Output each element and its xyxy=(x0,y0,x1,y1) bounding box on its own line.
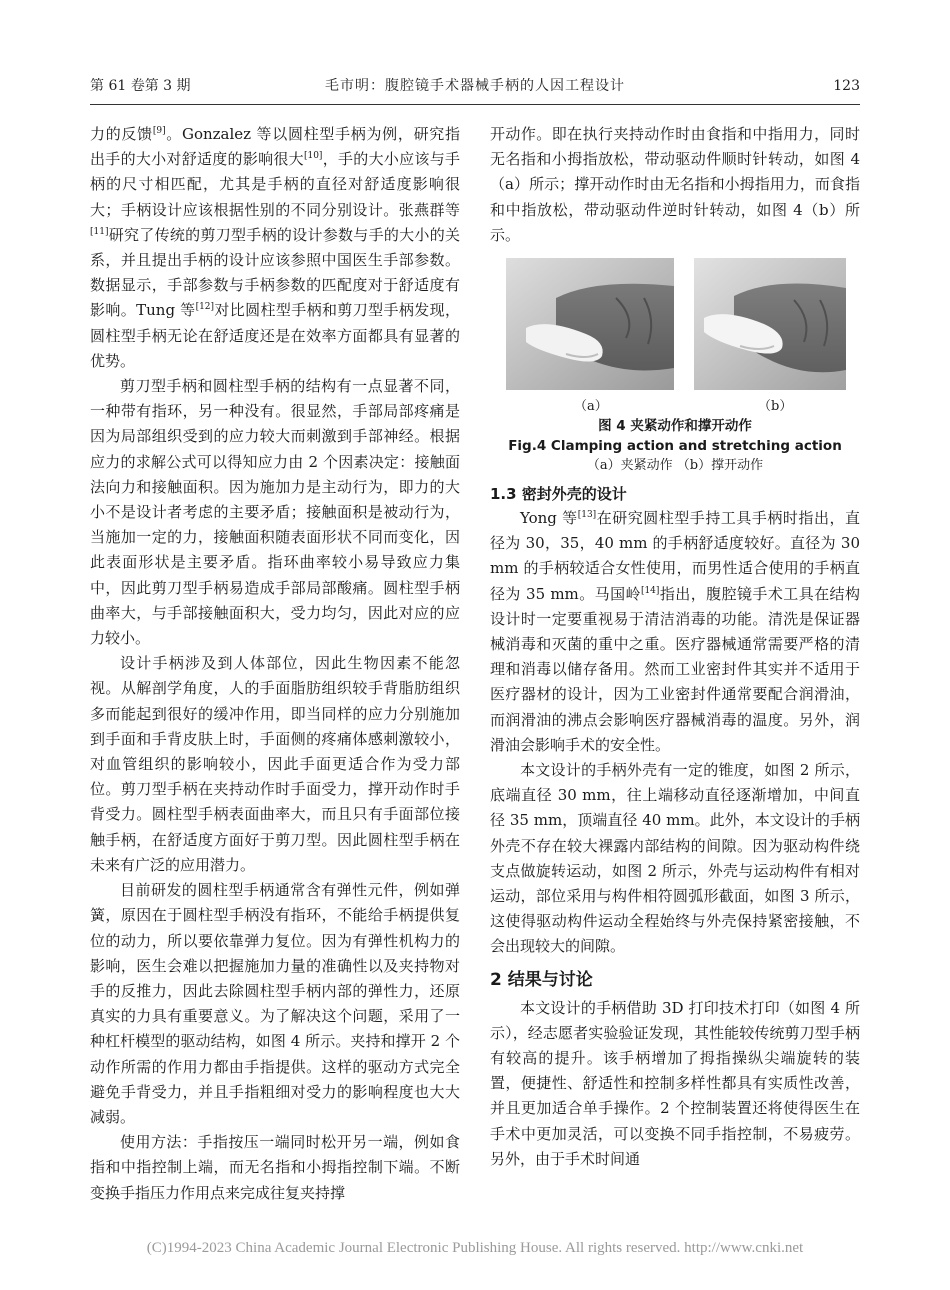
clamping-photo xyxy=(506,258,674,390)
citation: [11] xyxy=(90,226,109,237)
running-header xyxy=(90,76,860,102)
stretching-photo xyxy=(694,258,846,390)
paragraph: 本文设计的手柄借助 3D 打印技术打印（如图 4 所示），经志愿者实验验证发现，其性能较传统剪刀型手柄有较高的提升。该手柄增加了拇指操纵尖端旋转的装置，便捷性、舒适性和控制多样性都具有实质性改善，并且更加适合单手操作。2 个控制装置还将使得医生在手术中更加灵活，可以变换不同手指控制，不易疲劳。另外，由于手术时间通 xyxy=(490,998,860,1168)
paragraph: 设计手柄涉及到人体部位，因此生物因素不能忽视。从解剖学角度，人的手面脂肪组织较手背脂肪组织多而能起到很好的缓冲作用，即当同样的应力分别施加到手面和手背皮肤上时，手面侧的疼痛体感刺激较小，对血管组织的影响较小，因此手面更适合作为受力部位。剪刀型手柄在夹持动作时手面受力，撑开动作时手背受力。圆柱型手柄表面曲率大，而且只有手面部位接触手柄，在舒适度方面好于剪刀型。因此圆柱型手柄在未来有广泛的应用潜力。 xyxy=(90,654,460,874)
figure-4 xyxy=(490,258,860,390)
subfigure-labels xyxy=(490,394,860,414)
paragraph: 力的反馈[9]。Gonzalez 等以圆柱型手柄为例，研究指出手的大小对舒适度的影响很大[10]，手的大小应该与手柄的尺寸相匹配，尤其是手柄的直径对舒适度影响很大；手柄设计应该根据性别的不同分别设计。张燕群等[11]研究了传统的剪刀型手柄的设计参数与手的大小的关系，并且提出手柄的设计应该参照中国医生手部参数。数据显示，手部参数与手柄参数的匹配度对于舒适度有影响。Tung 等[12]对比圆柱型手柄和剪刀型手柄发现，圆柱型手柄无论在舒适度还是在效率方面都具有显著的优势。 xyxy=(90,125,460,370)
citation: [9] xyxy=(152,126,166,136)
running-title: 毛市明：腹腔镜手术器械手柄的人因工程设计 xyxy=(325,78,625,94)
figure-caption-en: Fig.4 Clamping action and stretching action xyxy=(508,438,842,455)
page-number: 123 xyxy=(833,78,860,94)
figure-subcaption: （a）夹紧动作 （b）撑开动作 xyxy=(586,458,764,474)
citation: [14] xyxy=(640,585,660,596)
paragraph: 目前研发的圆柱型手柄通常含有弹性元件，例如弹簧，原因在于圆柱型手柄没有指环，不能给手柄提供复位的动力，所以要依靠弹力复位。因为有弹性机构力的影响，医生会难以把握施加力量的准确性以及夹持物对手的反推力，因此去除圆柱型手柄内部的弹性力，还原真实的力具有重要意义。为了解决这个问题，采用了一种杠杆模型的驱动结构，如图 4 所示。夹持和撑开 2 个动作所需的作用力都由手指提供。这样的驱动方式完全避免手背受力，并且手指粗细对受力的影响程度也大大减弱。 xyxy=(90,881,460,1126)
paragraph: 剪刀型手柄和圆柱型手柄的结构有一点显著不同，一种带有指环，另一种没有。很显然，手部局部疼痛是因为局部组织受到的应力较大而刺激到手部神经。根据应力的求解公式可以得知应力由 2 个因素决定：接触面法向力和接触面积。因为施加力是主动行为，即力的大小不是设计者考虑的主要矛盾；接触面积是被动行为，当施加一定的力，接触面积随表面形状不同而变化，因此表面形状是主要矛盾。指环曲率较小易导致应力集中，因此剪刀型手柄易造成手部局部酸痛。圆柱型手柄曲率大，与手部接触面积大，受力均匀，因此对应的应力较小。 xyxy=(90,377,460,648)
paragraph: Yong 等[13]在研究圆柱型手持工具手柄时指出，直径为 30，35，40 mm 的手柄舒适度较好。直径为 30 mm 的手柄较适合女性使用，而男性适合使用的手柄直径为 35 mm。马国岭[14]指出，腹腔镜手术工具在结构设计时一定要重视易于清洁消毒的功能。清洗是保证器械消毒和灭菌的重中之重。医疗器械通常需要严格的清理和消毒以储存备用。然而工业密封件其实并不适用于医疗器材的设计，因为工业密封件通常要配合润滑油，而润滑油的沸点会影响医疗器械消毒的温度。另外，润滑油会影响手术的安全性。 xyxy=(490,509,860,754)
section-heading-2: 2 结果与讨论 xyxy=(490,969,593,990)
paragraph: 本文设计的手柄外壳有一定的锥度，如图 2 所示，底端直径 30 mm，往上端移动直径逐渐增加，中间直径 35 mm，顶端直径 40 mm。此外，本文设计的手柄外壳不存在较大裸露内部结构的间隙。因为驱动构件绕支点做旋转运动，如图 2 所示，外壳与运动构件有相对运动，部位采用与构件相符圆弧形截面，如图 3 所示，这使得驱动构件运动全程始终与外壳保持紧密接触，不会出现较大的间隙。 xyxy=(490,761,860,956)
citation: [10] xyxy=(303,151,323,162)
left-column xyxy=(90,122,460,1206)
journal-volume-issue: 第 61 卷第 3 期 xyxy=(90,78,191,94)
section-heading-1-3: 1.3 密封外壳的设计 xyxy=(490,485,627,504)
paragraph: 开动作。即在执行夹持动作时由食指和中指用力，同时无名指和小拇指放松，带动驱动件顺时针转动，如图 4（a）所示；撑开动作时由无名指和小拇指用力，而食指和中指放松，带动驱动件逆时针转动，如图 4（b）所示。 xyxy=(490,125,860,244)
citation: [12] xyxy=(195,302,215,313)
citation: [13] xyxy=(577,510,597,521)
paragraph: 使用方法：手指按压一端同时松开另一端，例如食指和中指控制上端，而无名指和小拇指控制下端。不断变换手指压力作用点来完成往复夹持撑 xyxy=(90,1133,460,1202)
figure-caption-cn: 图 4 夹紧动作和撑开动作 xyxy=(598,418,752,435)
subfigure-label-a: （a） xyxy=(574,399,608,415)
right-column xyxy=(490,122,860,1172)
copyright-footer: (C)1994-2023 China Academic Journal Electronic Publishing House. All rights reserved. http://www.cnki.net xyxy=(146,1240,804,1256)
subfigure-label-b: （b） xyxy=(758,399,793,415)
header-divider xyxy=(90,104,860,105)
